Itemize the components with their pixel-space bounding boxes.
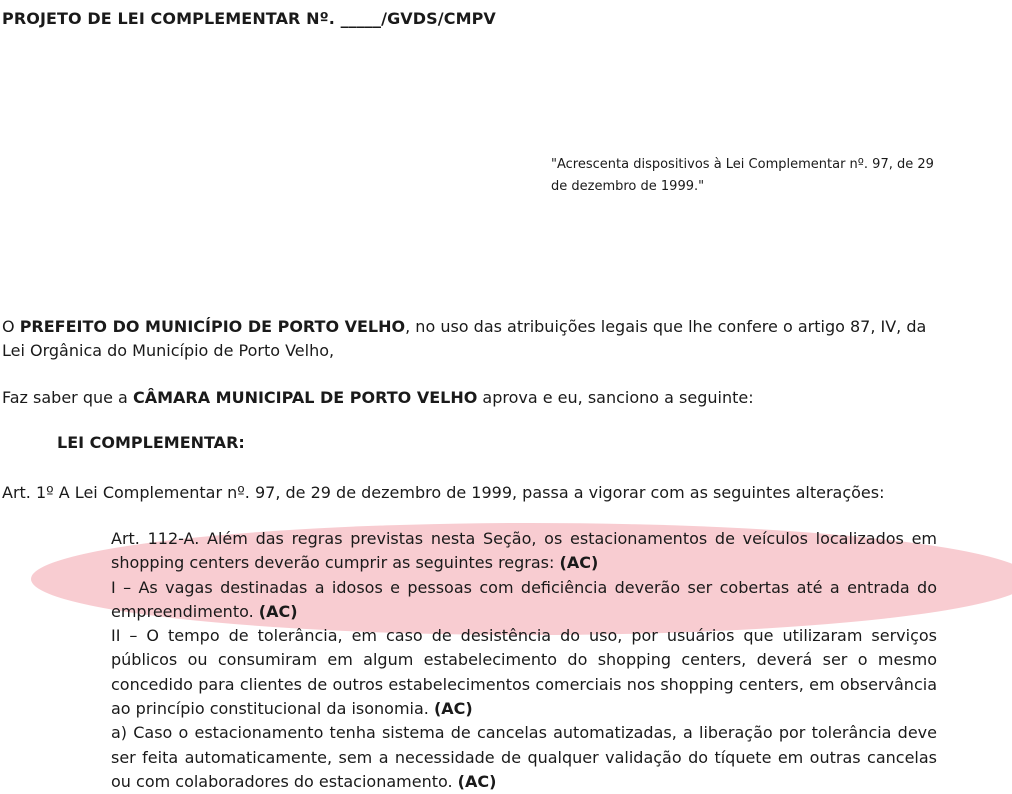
title-prefix: PROJETO DE LEI COMPLEMENTAR Nº. [2,9,341,28]
sancao-bold: CÂMARA MUNICIPAL DE PORTO VELHO [132,388,478,407]
lei-heading: LEI COMPLEMENTAR: [57,433,245,452]
sancao-pre: Faz saber que a [2,388,133,407]
quoted-text: I – As vagas destinadas a idosos e pessoas com deficiência deverão ser cobertas até a entrada do empreendimento. [111,577,937,621]
ementa: "Acrescenta dispositivos à Lei Complementar nº. 97, de 29 de dezembro de 1999." [551,157,934,194]
preambulo-bold: PREFEITO DO MUNICÍPIO DE PORTO VELHO [19,317,406,336]
preambulo-post: , no uso das atribuições legais que lhe confere o artigo 87, IV, da Lei Orgânica do Município de Porto Velho, [2,317,927,360]
quoted-art-112a [111,527,937,576]
sancao-paragraph [2,386,938,410]
sancao-post: aprova e eu, sanciono a seguinte: [477,388,754,407]
quoted-text: a) Caso o estacionamento tenha sistema de cancelas automatizadas, a liberação por tolerância deve ser feita automaticamente, sem a necessidade de qualquer validação do tíquete em outras cancelas ou com colaboradores do estacionamento. [111,723,937,791]
quoted-item-a [111,721,937,794]
ac-tag: (AC) [433,699,473,719]
quoted-amendment [111,527,937,794]
ac-tag: (AC) [258,601,298,621]
ac-tag: (AC) [559,553,599,573]
document-title [2,9,496,28]
preambulo-paragraph [2,315,938,363]
quoted-text: Art. 112-A. Além das regras previstas nesta Seção, os estacionamentos de veículos localizados em shopping centers deverão cumprir as seguintes regras: [111,529,937,573]
ac-tag: (AC) [457,771,497,791]
title-number-blank: _____ [340,9,382,28]
title-suffix: /GVDS/CMPV [381,9,496,28]
quoted-item-ii [111,624,937,721]
preambulo-pre: O [2,317,20,336]
quoted-item-i [111,576,937,625]
quoted-text: II – O tempo de tolerância, em caso de desistência do uso, por usuários que utilizaram serviços públicos ou consumiram em algum estabelecimento do shopping centers, deverá ser o mesmo concedido para clientes de outros estabelecimentos comerciais nos shopping centers, em observância ao princípio constitucional da isonomia. [111,626,937,719]
article-1-paragraph: Art. 1º A Lei Complementar nº. 97, de 29 de dezembro de 1999, passa a vigorar com as seguintes alterações: [2,483,885,502]
